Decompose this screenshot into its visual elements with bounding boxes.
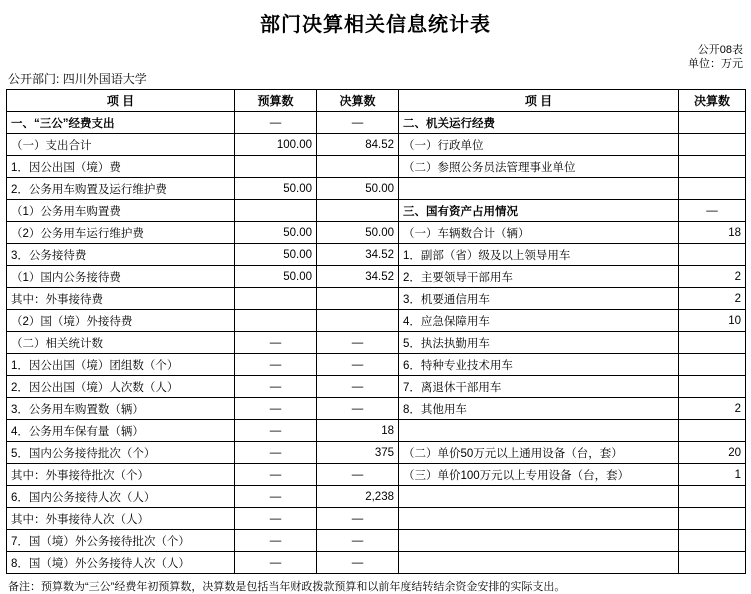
left-final-value: 50.00 (317, 222, 399, 244)
left-final-value: 18 (317, 420, 399, 442)
right-final-value: 2 (679, 288, 746, 310)
department-name: 四川外国语大学 (62, 72, 147, 86)
left-budget-value (235, 310, 317, 332)
left-budget-value: — (235, 464, 317, 486)
left-item-label: 7．国（境）外公务接待批次（个） (7, 530, 235, 552)
right-final-value (679, 420, 746, 442)
left-item-label: 5．国内公务接待批次（个） (7, 442, 235, 464)
left-item-label: （1）国内公务接待费 (7, 266, 235, 288)
right-final-value (679, 486, 746, 508)
right-final-value (679, 332, 746, 354)
left-item-label: （2）公务用车运行维护费 (7, 222, 235, 244)
left-budget-value (235, 200, 317, 222)
right-item-label (399, 552, 679, 574)
left-budget-value: — (235, 398, 317, 420)
left-item-label: 其中：外事接待批次（个） (7, 464, 235, 486)
left-final-value (317, 200, 399, 222)
left-final-value: 375 (317, 442, 399, 464)
right-item-label: 8．其他用车 (399, 398, 679, 420)
table-row (7, 442, 746, 464)
left-budget-value (235, 288, 317, 310)
statistics-table (6, 89, 746, 574)
department-label: 公开部门: (8, 72, 60, 86)
left-budget-value: — (235, 332, 317, 354)
right-final-value: 1 (679, 464, 746, 486)
table-row (7, 156, 746, 178)
table-row (7, 244, 746, 266)
left-item-label: （二）相关统计数 (7, 332, 235, 354)
header-item-right: 项 目 (399, 90, 679, 112)
right-final-value (679, 156, 746, 178)
left-final-value: — (317, 354, 399, 376)
header-final: 决算数 (317, 90, 399, 112)
left-final-value (317, 310, 399, 332)
left-budget-value: 100.00 (235, 134, 317, 156)
right-final-value: 10 (679, 310, 746, 332)
amount-unit: 单位：万元 (688, 58, 743, 70)
table-row (7, 200, 746, 222)
left-final-value: — (317, 552, 399, 574)
left-item-label: 4．公务用车保有量（辆） (7, 420, 235, 442)
left-budget-value: — (235, 508, 317, 530)
right-item-label (399, 530, 679, 552)
table-row (7, 530, 746, 552)
left-budget-value: 50.00 (235, 222, 317, 244)
right-final-value (679, 354, 746, 376)
right-final-value (679, 530, 746, 552)
left-budget-value: 50.00 (235, 266, 317, 288)
left-budget-value: — (235, 552, 317, 574)
right-final-value (679, 178, 746, 200)
table-row (7, 552, 746, 574)
table-row (7, 178, 746, 200)
table-row (7, 332, 746, 354)
left-item-label: 其中：外事接待人次（人） (7, 508, 235, 530)
left-final-value: — (317, 332, 399, 354)
left-budget-value: — (235, 420, 317, 442)
table-header-row (7, 90, 746, 112)
right-item-label: （二）参照公务员法管理事业单位 (399, 156, 679, 178)
footer-note: 备注：预算数为“三公”经费年初预算数，决算数是包括当年财政拨款预算和以前年度结转结余资金安排的实际支出。 (8, 581, 566, 593)
header-budget: 预算数 (235, 90, 317, 112)
form-meta (6, 43, 745, 71)
left-final-value: — (317, 508, 399, 530)
left-final-value: 34.52 (317, 266, 399, 288)
left-item-label: （一）支出合计 (7, 134, 235, 156)
left-budget-value: — (235, 376, 317, 398)
right-final-value (679, 244, 746, 266)
table-row (7, 222, 746, 244)
right-item-label (399, 486, 679, 508)
table-row (7, 354, 746, 376)
right-final-value: 18 (679, 222, 746, 244)
right-final-value (679, 552, 746, 574)
table-row (7, 266, 746, 288)
right-final-value (679, 134, 746, 156)
right-item-label: （二）单价50万元以上通用设备（台，套） (399, 442, 679, 464)
left-budget-value: — (235, 530, 317, 552)
left-item-label: （2）国（境）外接待费 (7, 310, 235, 332)
right-final-value: 2 (679, 398, 746, 420)
right-final-value (679, 112, 746, 134)
left-final-value: 34.52 (317, 244, 399, 266)
table-row (7, 398, 746, 420)
right-item-label: 三、国有资产占用情况 (399, 200, 679, 222)
header-final-right: 决算数 (679, 90, 746, 112)
table-row (7, 376, 746, 398)
left-final-value: — (317, 464, 399, 486)
left-budget-value: 50.00 (235, 178, 317, 200)
left-item-label: 3．公务用车购置数（辆） (7, 398, 235, 420)
table-row (7, 464, 746, 486)
right-item-label: 1．副部（省）级及以上领导用车 (399, 244, 679, 266)
left-item-label: 1．因公出国（境）费 (7, 156, 235, 178)
table-row (7, 508, 746, 530)
left-budget-value: — (235, 354, 317, 376)
table-row (7, 310, 746, 332)
right-item-label: 3．机要通信用车 (399, 288, 679, 310)
right-final-value: 20 (679, 442, 746, 464)
right-item-label: （三）单价100万元以上专用设备（台，套） (399, 464, 679, 486)
left-item-label: 一、“三公”经费支出 (7, 112, 235, 134)
right-final-value (679, 508, 746, 530)
left-final-value: — (317, 530, 399, 552)
table-row (7, 420, 746, 442)
left-item-label: 2．公务用车购置及运行维护费 (7, 178, 235, 200)
right-item-label: 2．主要领导干部用车 (399, 266, 679, 288)
left-final-value: 50.00 (317, 178, 399, 200)
right-item-label: 4．应急保障用车 (399, 310, 679, 332)
left-budget-value: — (235, 112, 317, 134)
left-budget-value: — (235, 486, 317, 508)
left-final-value (317, 156, 399, 178)
right-item-label: 5．执法执勤用车 (399, 332, 679, 354)
table-row (7, 134, 746, 156)
left-final-value: — (317, 112, 399, 134)
department-line (6, 71, 745, 89)
left-item-label: 1．因公出国（境）团组数（个） (7, 354, 235, 376)
left-final-value: — (317, 398, 399, 420)
left-item-label: 其中：外事接待费 (7, 288, 235, 310)
left-final-value: 84.52 (317, 134, 399, 156)
left-item-label: （1）公务用车购置费 (7, 200, 235, 222)
right-item-label (399, 178, 679, 200)
right-item-label: （一）行政单位 (399, 134, 679, 156)
table-row (7, 288, 746, 310)
left-budget-value (235, 156, 317, 178)
form-number: 公开08表 (697, 44, 743, 56)
right-item-label (399, 420, 679, 442)
left-final-value: — (317, 376, 399, 398)
table-body (7, 112, 746, 574)
left-final-value: 2,238 (317, 486, 399, 508)
left-final-value (317, 288, 399, 310)
left-budget-value: — (235, 442, 317, 464)
header-item-left: 项 目 (7, 90, 235, 112)
left-budget-value: 50.00 (235, 244, 317, 266)
table-row (7, 112, 746, 134)
right-final-value: 2 (679, 266, 746, 288)
left-item-label: 8．国（境）外公务接待人次（人） (7, 552, 235, 574)
left-item-label: 6．国内公务接待人次（人） (7, 486, 235, 508)
right-item-label: 7．离退休干部用车 (399, 376, 679, 398)
right-item-label (399, 508, 679, 530)
left-item-label: 3．公务接待费 (7, 244, 235, 266)
right-item-label: 6．特种专业技术用车 (399, 354, 679, 376)
left-item-label: 2．因公出国（境）人次数（人） (7, 376, 235, 398)
right-final-value: — (679, 200, 746, 222)
right-item-label: （一）车辆数合计（辆） (399, 222, 679, 244)
page-title: 部门决算相关信息统计表 (260, 14, 491, 36)
right-final-value (679, 376, 746, 398)
table-row (7, 486, 746, 508)
right-item-label: 二、机关运行经费 (399, 112, 679, 134)
